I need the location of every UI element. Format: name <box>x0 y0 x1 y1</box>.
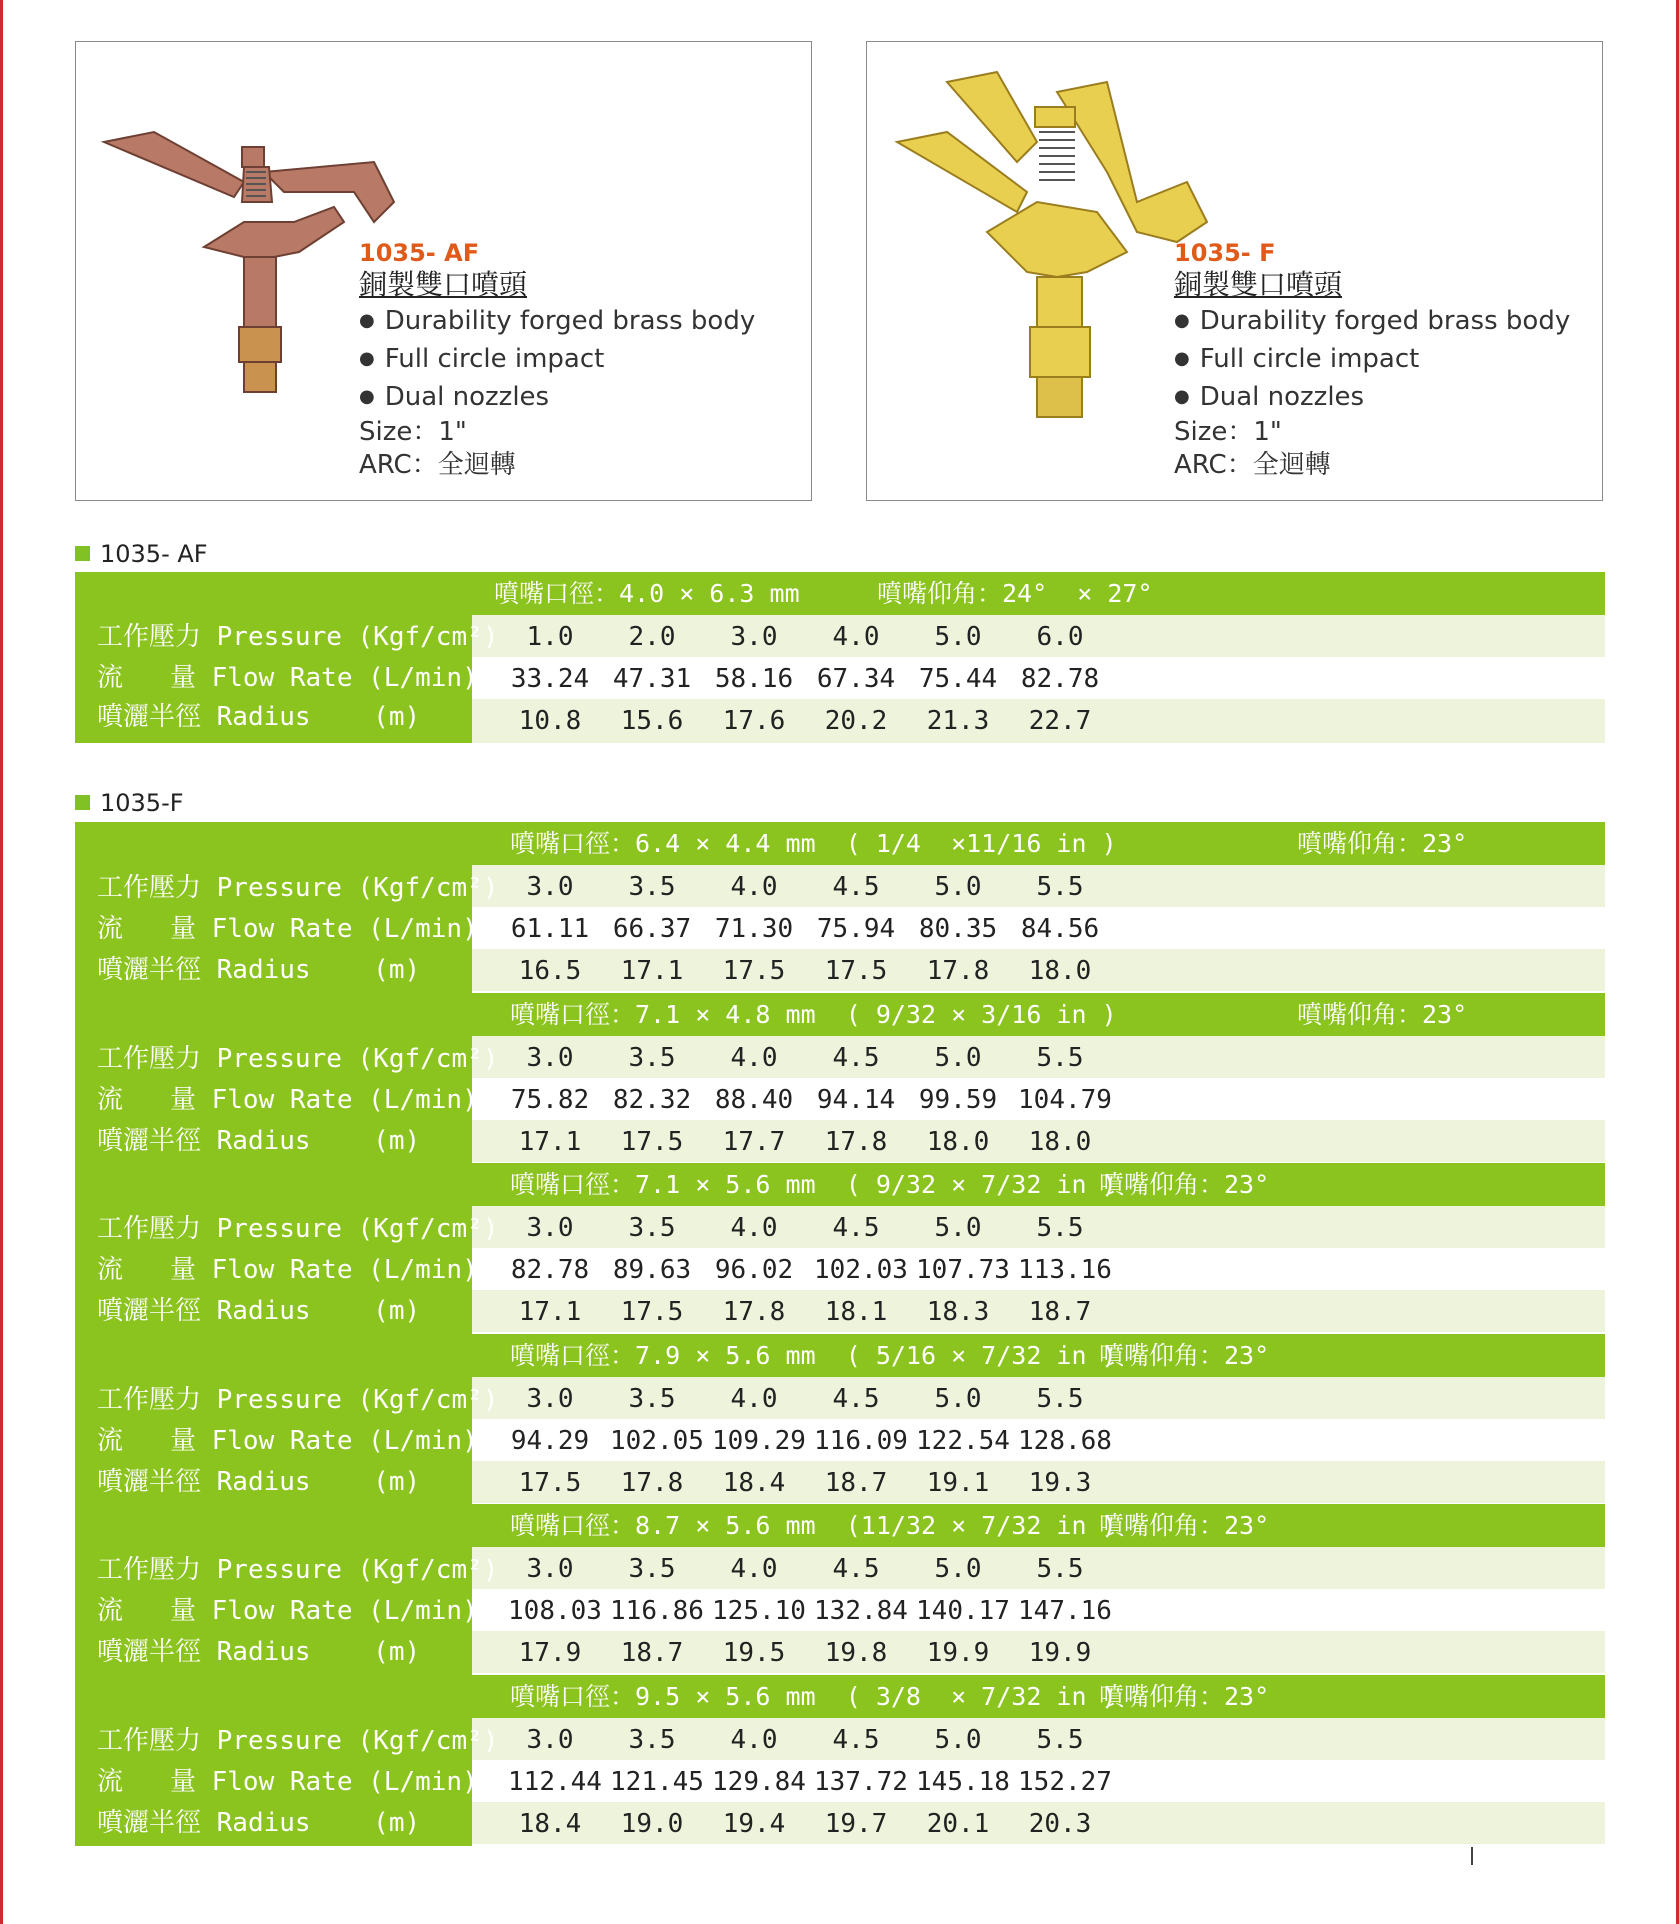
table-cell: 4.0 <box>730 1725 778 1755</box>
nozzle-angle: 噴嘴仰角：23° <box>1099 1341 1270 1370</box>
table-cell: 5.5 <box>1036 1384 1084 1414</box>
product-card-1035-af <box>75 41 812 501</box>
table-row-radius <box>472 1462 1605 1504</box>
table-cell: 19.4 <box>722 1809 786 1839</box>
nozzle-angle: 噴嘴仰角：23° <box>1099 1170 1270 1199</box>
feature-item: ● Dual nozzles <box>1174 378 1570 416</box>
table-row-radius <box>472 1121 1605 1163</box>
nozzle-angle: 噴嘴仰角：23° <box>1099 1511 1270 1540</box>
row-label-flow: 流 量 Flow Rate (L/min) <box>97 1085 478 1115</box>
table-cell: 17.8 <box>824 1127 888 1157</box>
table-cell: 3.0 <box>526 1384 574 1414</box>
nozzle-angle: 噴嘴仰角：23° <box>1297 829 1468 858</box>
table-cell: 16.5 <box>518 956 582 986</box>
row-label-radius: 噴灑半徑 Radius (m) <box>97 1126 421 1156</box>
table-cell: 4.0 <box>730 1043 778 1073</box>
table-cell: 18.4 <box>518 1809 582 1839</box>
table-row-pressure <box>472 1037 1605 1079</box>
table-cell: 17.7 <box>722 1127 786 1157</box>
table-cell: 4.5 <box>832 1725 880 1755</box>
table-cell: 116.09 <box>814 1426 908 1456</box>
table-row-pressure <box>472 866 1605 908</box>
table-row-radius: 10.8 15.6 17.6 20.2 21.3 22.7 <box>518 706 1092 736</box>
table-cell: 147.16 <box>1018 1596 1112 1626</box>
table-row-flow <box>472 1761 1605 1803</box>
table-header <box>472 1334 1605 1377</box>
table-cell: 4.5 <box>832 1213 880 1243</box>
table-cell: 3.0 <box>526 1213 574 1243</box>
table-row-pressure <box>472 1719 1605 1761</box>
table-cell: 19.9 <box>926 1638 990 1668</box>
table-header <box>472 993 1605 1036</box>
table-cell: 17.5 <box>518 1468 582 1498</box>
feature-item: ● Durability forged brass body <box>359 302 755 340</box>
table-cell: 125.10 <box>712 1596 806 1626</box>
product-arc: ARC：全迴轉 <box>1174 450 1331 480</box>
table-cell: 20.3 <box>1028 1809 1092 1839</box>
feature-item: ● Durability forged brass body <box>1174 302 1570 340</box>
table-cell: 17.8 <box>620 1468 684 1498</box>
product-arc: ARC：全迴轉 <box>359 450 516 480</box>
table-cell: 5.0 <box>934 872 982 902</box>
table-cell: 20.1 <box>926 1809 990 1839</box>
table-cell: 82.78 <box>510 1255 590 1285</box>
nozzle-size: 噴嘴口徑：7.1 × 4.8 mm ( 9/32 × 3/16 in ) <box>510 1000 1117 1029</box>
nozzle-size: 噴嘴口徑：4.0 × 6.3 mm <box>494 579 800 608</box>
product-card-1035-f <box>866 41 1603 501</box>
row-label-radius: 噴灑半徑 Radius (m) <box>97 1637 421 1667</box>
nozzle-angle: 噴嘴仰角：23° <box>1297 1000 1468 1029</box>
table-row-flow <box>472 1079 1605 1121</box>
table-cell: 19.5 <box>722 1638 786 1668</box>
nozzle-size: 噴嘴口徑：6.4 × 4.4 mm ( 1/4 ×11/16 in ) <box>510 829 1117 858</box>
table-cell: 104.79 <box>1018 1085 1112 1115</box>
table-cell: 17.5 <box>620 1297 684 1327</box>
table-cell: 71.30 <box>714 914 794 944</box>
row-label-flow: 流 量 Flow Rate (L/min) <box>97 914 478 944</box>
table-cell: 18.3 <box>926 1297 990 1327</box>
nozzle-size: 噴嘴口徑：7.9 × 5.6 mm ( 5/16 × 7/32 in ) <box>510 1341 1117 1370</box>
row-label-flow: 流 量 Flow Rate (L/min) <box>97 1426 478 1456</box>
table-cell: 18.0 <box>1028 956 1092 986</box>
table-cell: 17.1 <box>518 1127 582 1157</box>
row-label-flow: 流 量 Flow Rate (L/min) <box>97 1255 478 1285</box>
table-cell: 18.7 <box>620 1638 684 1668</box>
table-cell: 3.5 <box>628 1725 676 1755</box>
row-label-radius: 噴灑半徑 Radius (m) <box>97 702 421 732</box>
table-cell: 3.5 <box>628 1043 676 1073</box>
table-cell: 18.0 <box>1028 1127 1092 1157</box>
table-cell: 3.0 <box>526 872 574 902</box>
table-cell: 145.18 <box>916 1767 1010 1797</box>
table-row-flow: 33.24 47.31 58.16 67.34 75.44 82.78 <box>510 664 1100 694</box>
table-row-flow <box>472 908 1605 950</box>
section-label-1035-f: 1035-F <box>75 788 184 818</box>
nozzle-angle: 噴嘴仰角：23° <box>1099 1682 1270 1711</box>
table-cell: 5.5 <box>1036 1554 1084 1584</box>
product-size: Size：1" <box>359 417 467 447</box>
table-cell: 108.03 <box>508 1596 602 1626</box>
row-label-pressure: 工作壓力 Pressure (Kgf/cm²) <box>97 1385 499 1415</box>
feature-item: ● Full circle impact <box>1174 340 1570 378</box>
table-cell: 4.0 <box>730 1554 778 1584</box>
table-cell: 75.82 <box>510 1085 590 1115</box>
table-cell: 99.59 <box>918 1085 998 1115</box>
table-cell: 94.29 <box>510 1426 590 1456</box>
table-cell: 18.1 <box>824 1297 888 1327</box>
row-label-radius: 噴灑半徑 Radius (m) <box>97 1467 421 1497</box>
table-cell: 128.68 <box>1018 1426 1112 1456</box>
table-row-flow <box>472 1420 1605 1462</box>
table-cell: 19.8 <box>824 1638 888 1668</box>
row-label-pressure: 工作壓力 Pressure (Kgf/cm²) <box>97 622 499 652</box>
row-label-radius: 噴灑半徑 Radius (m) <box>97 1808 421 1838</box>
table-cell: 102.03 <box>814 1255 908 1285</box>
table-header <box>472 1675 1605 1718</box>
table-cell: 80.35 <box>918 914 998 944</box>
table-row-pressure: 1.0 2.0 3.0 4.0 5.0 6.0 <box>526 622 1084 652</box>
table-cell: 4.0 <box>730 1213 778 1243</box>
table-cell: 19.9 <box>1028 1638 1092 1668</box>
section-label-1035-af: 1035- AF <box>75 539 208 569</box>
table-cell: 94.14 <box>816 1085 896 1115</box>
table-row-radius <box>472 1291 1605 1333</box>
green-square-icon <box>75 546 90 561</box>
table-row-pressure <box>472 1378 1605 1420</box>
table-cell: 5.5 <box>1036 1043 1084 1073</box>
table-cell: 5.5 <box>1036 872 1084 902</box>
row-label-pressure: 工作壓力 Pressure (Kgf/cm²) <box>97 873 499 903</box>
table-cell: 18.7 <box>1028 1297 1092 1327</box>
table-cell: 3.0 <box>526 1725 574 1755</box>
table-cell: 122.54 <box>916 1426 1010 1456</box>
table-cell: 5.0 <box>934 1725 982 1755</box>
table-cell: 137.72 <box>814 1767 908 1797</box>
table-cell: 89.63 <box>612 1255 692 1285</box>
table-cell: 17.5 <box>824 956 888 986</box>
table-cell: 5.0 <box>934 1043 982 1073</box>
table-cell: 116.86 <box>610 1596 704 1626</box>
table-cell: 4.5 <box>832 1043 880 1073</box>
table-cell: 4.5 <box>832 1384 880 1414</box>
row-label-pressure: 工作壓力 Pressure (Kgf/cm²) <box>97 1044 499 1074</box>
row-label-flow: 流 量 Flow Rate (L/min) <box>97 1767 478 1797</box>
table-cell: 3.5 <box>628 872 676 902</box>
table-cell: 129.84 <box>712 1767 806 1797</box>
feature-item: ● Dual nozzles <box>359 378 755 416</box>
table-cell: 4.5 <box>832 872 880 902</box>
table-cell: 17.8 <box>926 956 990 986</box>
nozzle-size: 噴嘴口徑：8.7 × 5.6 mm (11/32 × 7/32 in ) <box>510 1511 1117 1540</box>
table-row-flow <box>472 1590 1605 1632</box>
table-cell: 66.37 <box>612 914 692 944</box>
table-header <box>472 822 1605 865</box>
table-row-radius <box>472 950 1605 992</box>
table-row-flow <box>472 1249 1605 1291</box>
table-cell: 5.0 <box>934 1554 982 1584</box>
table-cell: 17.9 <box>518 1638 582 1668</box>
row-label-pressure: 工作壓力 Pressure (Kgf/cm²) <box>97 1726 499 1756</box>
table-row-pressure <box>472 1207 1605 1249</box>
table-cell: 3.5 <box>628 1554 676 1584</box>
table-cell: 4.0 <box>730 1384 778 1414</box>
product-model: 1035- F <box>1174 239 1276 267</box>
table-cell: 17.1 <box>620 956 684 986</box>
row-label-pressure: 工作壓力 Pressure (Kgf/cm²) <box>97 1555 499 1585</box>
table-cell: 19.7 <box>824 1809 888 1839</box>
row-label-pressure: 工作壓力 Pressure (Kgf/cm²) <box>97 1214 499 1244</box>
green-square-icon <box>75 795 90 810</box>
table-header <box>472 572 1605 615</box>
nozzle-size: 噴嘴口徑：9.5 × 5.6 mm ( 3/8 × 7/32 in ) <box>510 1682 1117 1711</box>
table-cell: 140.17 <box>916 1596 1010 1626</box>
table-cell: 18.4 <box>722 1468 786 1498</box>
table-cell: 19.1 <box>926 1468 990 1498</box>
row-label-flow: 流 量 Flow Rate (L/min) <box>97 663 478 693</box>
table-cell: 113.16 <box>1018 1255 1112 1285</box>
table-cell: 19.3 <box>1028 1468 1092 1498</box>
table-cell: 5.0 <box>934 1213 982 1243</box>
table-cell: 4.5 <box>832 1554 880 1584</box>
divider <box>1471 1847 1473 1865</box>
spec-table-1035-af <box>75 572 1605 743</box>
product-name-zh: 銅製雙口噴頭 <box>359 268 528 301</box>
spec-table-1035-f <box>75 822 1605 1846</box>
table-cell: 18.7 <box>824 1468 888 1498</box>
table-cell: 75.94 <box>816 914 896 944</box>
page-edge-left <box>0 0 3 1924</box>
table-cell: 5.5 <box>1036 1725 1084 1755</box>
table-cell: 3.5 <box>628 1213 676 1243</box>
table-cell: 5.0 <box>934 1384 982 1414</box>
table-cell: 19.0 <box>620 1809 684 1839</box>
table-cell: 107.73 <box>916 1255 1010 1285</box>
table-cell: 3.5 <box>628 1384 676 1414</box>
table-cell: 3.0 <box>526 1554 574 1584</box>
table-cell: 82.32 <box>612 1085 692 1115</box>
product-size: Size：1" <box>1174 417 1282 447</box>
feature-item: ● Full circle impact <box>359 340 755 378</box>
product-model: 1035- AF <box>359 239 480 267</box>
table-cell: 84.56 <box>1020 914 1100 944</box>
table-header <box>472 1504 1605 1547</box>
table-cell: 17.5 <box>620 1127 684 1157</box>
nozzle-angle: 噴嘴仰角：24° × 27° <box>877 579 1153 608</box>
table-cell: 18.0 <box>926 1127 990 1157</box>
row-label-radius: 噴灑半徑 Radius (m) <box>97 955 421 985</box>
table-row-pressure <box>472 1548 1605 1590</box>
table-cell: 4.0 <box>730 872 778 902</box>
product-name-zh: 銅製雙口噴頭 <box>1174 268 1343 301</box>
row-label-radius: 噴灑半徑 Radius (m) <box>97 1296 421 1326</box>
table-cell: 17.8 <box>722 1297 786 1327</box>
table-cell: 152.27 <box>1018 1767 1112 1797</box>
table-header <box>472 1163 1605 1206</box>
table-cell: 102.05 <box>610 1426 704 1456</box>
table-cell: 132.84 <box>814 1596 908 1626</box>
row-label-flow: 流 量 Flow Rate (L/min) <box>97 1596 478 1626</box>
nozzle-size: 噴嘴口徑：7.1 × 5.6 mm ( 9/32 × 7/32 in ) <box>510 1170 1117 1199</box>
table-cell: 112.44 <box>508 1767 602 1797</box>
table-cell: 121.45 <box>610 1767 704 1797</box>
table-cell: 96.02 <box>714 1255 794 1285</box>
table-cell: 88.40 <box>714 1085 794 1115</box>
table-cell: 5.5 <box>1036 1213 1084 1243</box>
table-cell: 3.0 <box>526 1043 574 1073</box>
table-row-radius <box>472 1803 1605 1845</box>
table-row-radius <box>472 1632 1605 1674</box>
table-cell: 61.11 <box>510 914 590 944</box>
table-cell: 17.1 <box>518 1297 582 1327</box>
table-cell: 109.29 <box>712 1426 806 1456</box>
table-cell: 17.5 <box>722 956 786 986</box>
